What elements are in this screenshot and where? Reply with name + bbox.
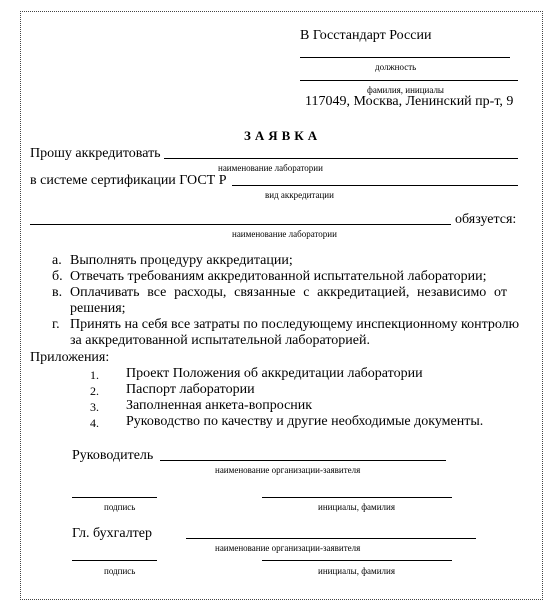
system-label: в системе сертификации ГОСТ Р xyxy=(30,173,227,188)
accountant-signature-caption: подпись xyxy=(104,566,136,576)
head-label: Руководитель xyxy=(72,448,154,463)
lab-caption: наименование лаборатории xyxy=(218,163,323,173)
head-signature-line xyxy=(72,497,157,498)
obligation-g-line2: за аккредитованной испытательной лабораторией. xyxy=(70,333,370,348)
obliges-label: обязуется: xyxy=(455,212,517,227)
obligation-a: Выполнять процедуру аккредитации; xyxy=(70,253,293,268)
head-org-line xyxy=(160,460,446,461)
accountant-initials-caption: инициалы, фамилия xyxy=(318,566,395,576)
position-line xyxy=(300,57,510,58)
obligation-v-line1: Оплачивать все расходы, связанные с аккредитацией, независимо от xyxy=(70,285,507,300)
lab-name-line-2 xyxy=(30,224,451,225)
obligation-v-line2: решения; xyxy=(70,301,126,316)
head-signature-caption: подпись xyxy=(104,502,136,512)
position-caption: должность xyxy=(375,62,417,72)
accountant-org-caption: наименование организации-заявителя xyxy=(215,543,361,553)
addressee: В Госстандарт России xyxy=(300,28,432,43)
name-caption: фамилия, инициалы xyxy=(367,85,444,95)
obligation-marker-a: а. xyxy=(52,253,62,268)
accountant-org-line xyxy=(186,538,476,539)
head-initials-caption: инициалы, фамилия xyxy=(318,502,395,512)
accountant-signature-line xyxy=(72,560,157,561)
type-caption: вид аккредитации xyxy=(265,190,334,200)
attachment-item-2: Паспорт лаборатории xyxy=(126,382,255,397)
head-initials-line xyxy=(262,497,452,498)
attachments-label: Приложения: xyxy=(30,350,110,365)
head-org-caption: наименование организации-заявителя xyxy=(215,465,361,475)
document-title: ЗАЯВКА xyxy=(244,128,322,143)
attachment-num-2: 2. xyxy=(90,384,99,398)
attachment-num-4: 4. xyxy=(90,416,99,430)
attachment-item-3: Заполненная анкета-вопросник xyxy=(126,398,313,413)
name-line xyxy=(300,80,518,81)
obligation-g-line1: Принять на себя все затраты по последующему инспекционному контролю xyxy=(70,317,520,332)
attachment-item-1: Проект Положения об аккредитации лаборатории xyxy=(126,366,423,381)
obligation-marker-v: в. xyxy=(52,285,63,300)
accreditation-type-line xyxy=(232,185,518,186)
attachment-num-3: 3. xyxy=(90,400,99,414)
address: 117049, Москва, Ленинский пр-т, 9 xyxy=(305,94,514,109)
accredit-label: Прошу аккредитовать xyxy=(30,146,161,161)
obligation-marker-b: б. xyxy=(52,269,63,284)
accountant-label: Гл. бухгалтер xyxy=(72,526,153,541)
accountant-initials-line xyxy=(262,560,452,561)
obligation-marker-g: г. xyxy=(52,317,60,332)
attachment-item-4: Руководство по качеству и другие необходимые документы. xyxy=(126,414,484,429)
lab-name-line xyxy=(164,158,518,159)
attachment-num-1: 1. xyxy=(90,368,99,382)
obligation-b: Отвечать требованиям аккредитованной испытательной лаборатории; xyxy=(70,269,487,284)
lab-caption-2: наименование лаборатории xyxy=(232,229,337,239)
